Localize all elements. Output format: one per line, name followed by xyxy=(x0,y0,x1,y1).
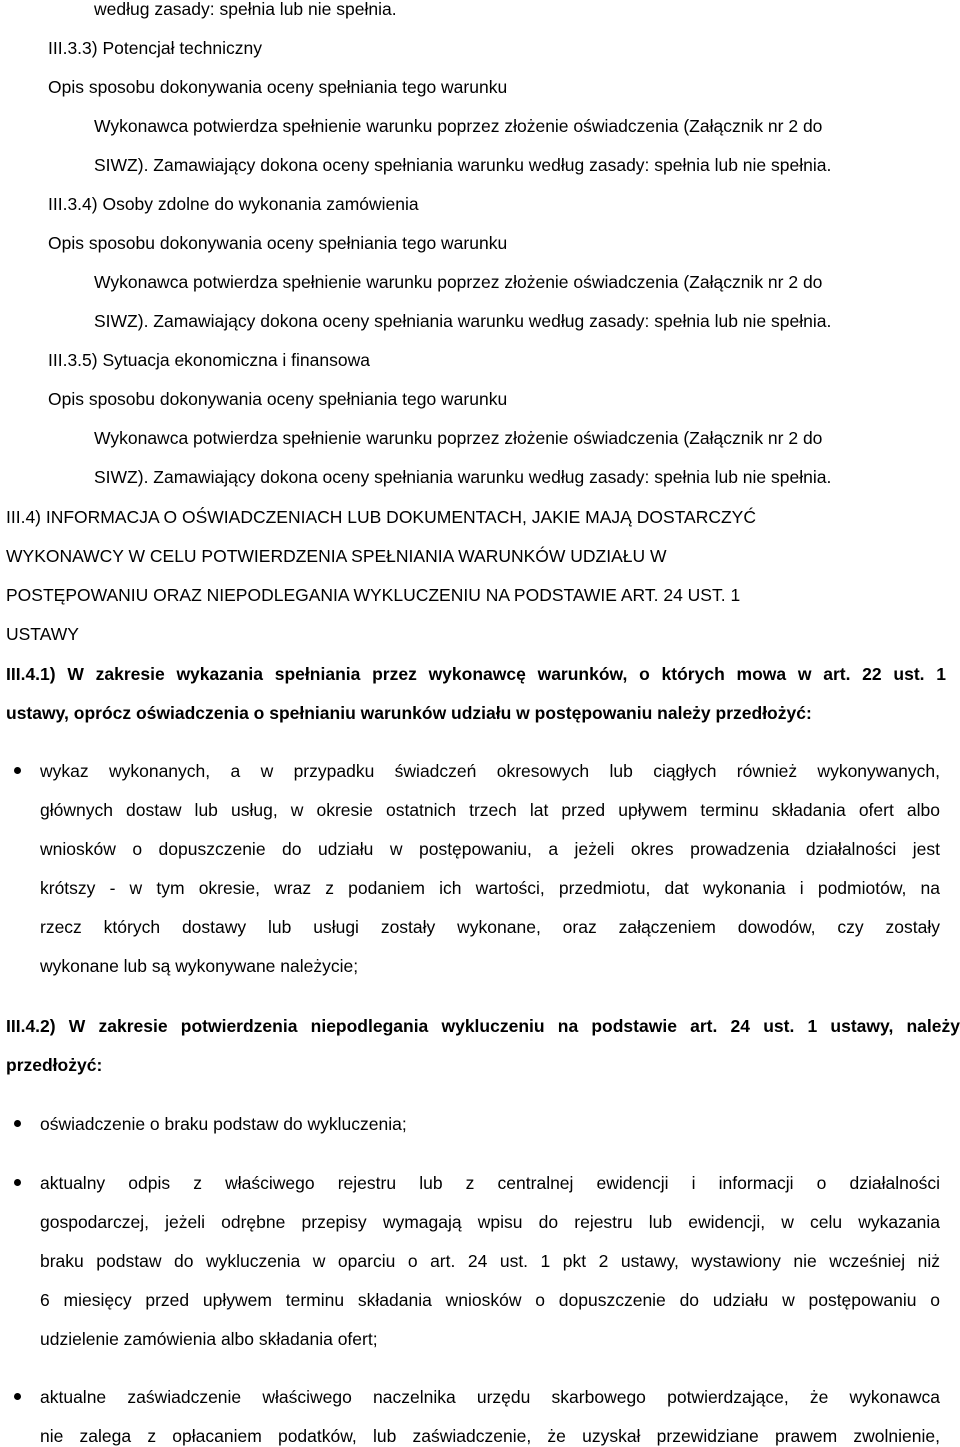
list-item-line: aktualne zaświadczenie właściwego naczelnika urzędu skarbowego potwierdzające, że wykonawca xyxy=(40,1387,940,1407)
list-item-line: rzecz których dostawy lub usługi zostały wykonane, oraz załączeniem dowodów, czy zostały xyxy=(40,917,940,937)
section-heading: III.4) INFORMACJA O OŚWIADCZENIACH LUB DOKUMENTACH, JAKIE MAJĄ DOSTARCZYĆ xyxy=(6,507,756,527)
section-heading: III.3.5) Sytuacja ekonomiczna i finansowa xyxy=(48,350,370,370)
list-item-line: wykaz wykonanych, a w przypadku świadczeń okresowych lub ciągłych również wykonywanych, xyxy=(40,761,940,781)
bullet-marker xyxy=(14,1179,21,1186)
text-line: Wykonawca potwierdza spełnienie warunku poprzez złożenie oświadczenia (Załącznik nr 2 do xyxy=(94,116,823,136)
list-item-line: wykonane lub są wykonywane należycie; xyxy=(40,956,359,976)
list-item-line: aktualny odpis z właściwego rejestru lub z centralnej ewidencji i informacji o działalności xyxy=(40,1173,940,1193)
list-item-line: oświadczenie o braku podstaw do wykluczenia; xyxy=(40,1114,407,1134)
text-line: SIWZ). Zamawiający dokona oceny spełniania warunku według zasady: spełnia lub nie spełnia. xyxy=(94,467,832,487)
section-heading: POSTĘPOWANIU ORAZ NIEPODLEGANIA WYKLUCZENIU NA PODSTAWIE ART. 24 UST. 1 xyxy=(6,585,741,605)
bullet-marker xyxy=(14,1393,21,1400)
subsection-heading: III.4.1) W zakresie wykazania spełniania przez wykonawcę warunków, o których mowa w art. 22 ust. 1 xyxy=(6,664,946,684)
subsection-heading: ustawy, oprócz oświadczenia o spełnianiu warunków udziału w postępowaniu należy przedłożyć: xyxy=(6,703,812,723)
subsection-heading: III.4.2) W zakresie potwierdzenia niepodlegania wykluczeniu na podstawie art. 24 ust. 1 ustawy, należy xyxy=(6,1016,960,1036)
bullet-marker xyxy=(14,767,21,774)
section-heading: USTAWY xyxy=(6,624,79,644)
subsection-heading: przedłożyć: xyxy=(6,1055,103,1075)
section-heading: WYKONAWCY W CELU POTWIERDZENIA SPEŁNIANIA WARUNKÓW UDZIAŁU W xyxy=(6,546,667,566)
list-item-line: braku podstaw do wykluczenia w oparciu o art. 24 ust. 1 pkt 2 ustawy, wystawiony nie wcześniej niż xyxy=(40,1251,940,1271)
text-line: SIWZ). Zamawiający dokona oceny spełniania warunku według zasady: spełnia lub nie spełnia. xyxy=(94,155,832,175)
list-item-line: nie zalega z opłacaniem podatków, lub zaświadczenie, że uzyskał przewidziane prawem zwolnienie, xyxy=(40,1426,940,1446)
list-item-line: głównych dostaw lub usług, w okresie ostatnich trzech lat przed upływem terminu składania ofert albo xyxy=(40,800,940,820)
section-heading: III.3.4) Osoby zdolne do wykonania zamówienia xyxy=(48,194,419,214)
section-heading: III.3.3) Potencjał techniczny xyxy=(48,38,262,58)
list-item-line: wniosków o dopuszczenie do udziału w postępowaniu, a jeżeli okres prowadzenia działalności jest xyxy=(40,839,940,859)
text-line: Wykonawca potwierdza spełnienie warunku poprzez złożenie oświadczenia (Załącznik nr 2 do xyxy=(94,272,823,292)
list-item-line: udzielenie zamówienia albo składania ofert; xyxy=(40,1329,378,1349)
subsection-label: Opis sposobu dokonywania oceny spełniania tego warunku xyxy=(48,389,508,409)
subsection-label: Opis sposobu dokonywania oceny spełniania tego warunku xyxy=(48,77,508,97)
text-line: Wykonawca potwierdza spełnienie warunku poprzez złożenie oświadczenia (Załącznik nr 2 do xyxy=(94,428,823,448)
subsection-label: Opis sposobu dokonywania oceny spełniania tego warunku xyxy=(48,233,508,253)
list-item-line: 6 miesięcy przed upływem terminu składania wniosków o dopuszczenie do udziału w postępowaniu o xyxy=(40,1290,940,1310)
text-line: według zasady: spełnia lub nie spełnia. xyxy=(94,0,397,19)
text-line: SIWZ). Zamawiający dokona oceny spełniania warunku według zasady: spełnia lub nie spełnia. xyxy=(94,311,832,331)
list-item-line: krótszy - w tym okresie, wraz z podaniem ich wartości, przedmiotu, dat wykonania i podmiotów, na xyxy=(40,878,940,898)
bullet-marker xyxy=(14,1120,21,1127)
list-item-line: gospodarczej, jeżeli odrębne przepisy wymagają wpisu do rejestru lub ewidencji, w celu wykazania xyxy=(40,1212,940,1232)
